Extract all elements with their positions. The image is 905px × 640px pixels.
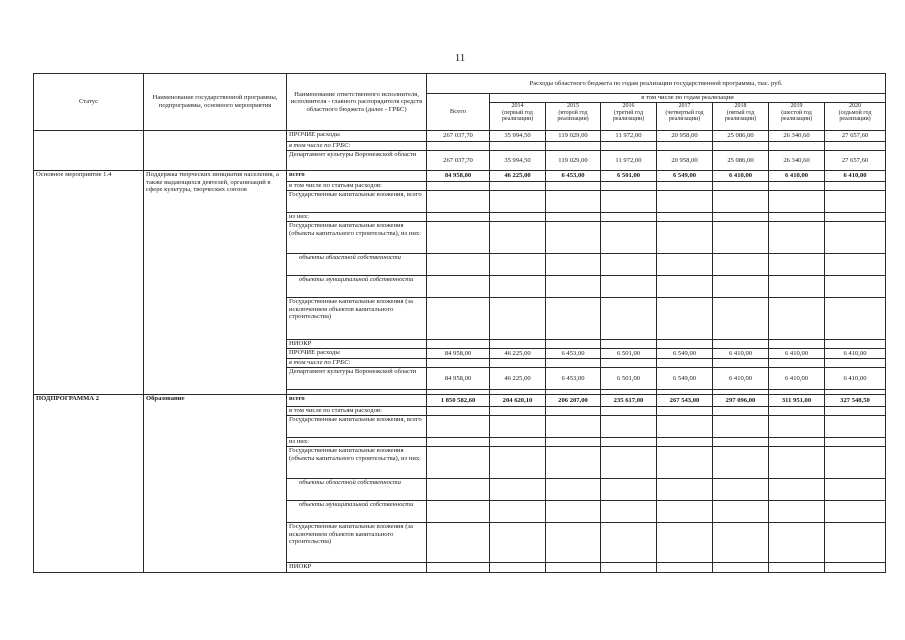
status-cell — [34, 131, 144, 171]
value-cell: 6 410,00 — [713, 368, 769, 390]
executor-cell: объекты муниципальной собственности — [287, 276, 427, 298]
total-header: Всего — [427, 94, 490, 131]
value-cell: 25 086,00 — [713, 131, 769, 142]
value-cell: 327 548,50 — [825, 395, 886, 407]
value-cell: 6 410,00 — [769, 171, 825, 182]
year-note: (шестой год реализации) — [780, 109, 813, 123]
year-note: (второй год реализации) — [557, 109, 589, 123]
value-cell: 11 972,00 — [601, 131, 657, 142]
status-header: Статус — [34, 74, 144, 131]
value-cell: 6 549,00 — [657, 171, 713, 182]
value-cell: 311 951,00 — [769, 395, 825, 407]
executor-cell: Государственные капитальные вложения (за исключением объектов капитального строительства) — [287, 298, 427, 340]
value-cell: 35 994,50 — [490, 151, 546, 171]
value-cell: 6 501,00 — [601, 349, 657, 359]
executor-cell: всего — [287, 395, 427, 407]
table-row — [34, 131, 886, 142]
year-number: 2014 — [511, 103, 524, 109]
expenses-header: Расходы областного бюджета по годам реализации государственной программы, тыс. руб. — [427, 74, 886, 94]
value-cell: 235 617,00 — [601, 395, 657, 407]
year-number: 2019 — [790, 103, 803, 109]
value-cell: 6 410,00 — [825, 368, 886, 390]
executor-cell: в том числе по ГРБС: — [287, 359, 427, 368]
executor-cell: ПРОЧИЕ расходы — [287, 131, 427, 142]
value-cell: 84 958,00 — [427, 171, 490, 182]
year-number: 2016 — [622, 103, 635, 109]
executor-cell: Департамент культуры Воронежской области — [287, 151, 427, 171]
year-header — [546, 103, 601, 131]
value-cell: 297 096,00 — [713, 395, 769, 407]
value-cell: 11 972,00 — [601, 151, 657, 171]
value-cell: 35 994,50 — [490, 131, 546, 142]
value-cell: 20 958,00 — [657, 151, 713, 171]
value-cell: 6 453,00 — [546, 171, 601, 182]
value-cell: 6 501,00 — [601, 171, 657, 182]
executor-cell: Государственные капитальные вложения (объекты капитального строительства), из них: — [287, 447, 427, 479]
value-cell: 119 029,00 — [546, 151, 601, 171]
year-note: (пятый год реализации) — [724, 109, 757, 123]
executor-cell: Департамент культуры Воронежской области — [287, 368, 427, 390]
year-header — [601, 103, 657, 131]
executor-cell: в том числе по статьям расходов: — [287, 407, 427, 416]
value-cell: 6 410,00 — [825, 171, 886, 182]
value-cell: 6 453,00 — [546, 368, 601, 390]
value-cell: 6 410,00 — [769, 349, 825, 359]
value-cell: 25 086,00 — [713, 151, 769, 171]
page-number: 11 — [454, 52, 466, 64]
executor-header: Наименование ответственного исполнителя, исполнителя - главного распорядителя средств областного бюджета (далее - ГРБС) — [287, 74, 427, 131]
value-cell: 1 850 582,60 — [427, 395, 490, 407]
program-name-cell: Образование — [144, 395, 287, 573]
executor-cell: Государственные капитальные вложения (за исключением объектов капитального строительства) — [287, 523, 427, 563]
value-cell: 46 225,00 — [490, 171, 546, 182]
executor-cell: из них: — [287, 438, 427, 447]
by-year-header: в том числе по годам реализации — [490, 94, 886, 103]
value-cell: 6 549,00 — [657, 349, 713, 359]
year-header — [825, 103, 886, 131]
budget-table — [33, 73, 886, 573]
table-row — [34, 171, 886, 182]
value-cell: 27 657,60 — [825, 151, 886, 171]
value-cell: 46 225,00 — [490, 349, 546, 359]
value-cell: 6 410,00 — [769, 368, 825, 390]
value-cell: 6 549,00 — [657, 368, 713, 390]
status-cell: ПОДПРОГРАММА 2 — [34, 395, 144, 573]
value-cell: 6 453,00 — [546, 349, 601, 359]
program-name-cell — [144, 131, 287, 171]
executor-cell: НИОКР — [287, 563, 427, 573]
year-number: 2020 — [849, 103, 862, 109]
executor-cell: НИОКР — [287, 340, 427, 349]
year-note: (седьмой год реализации) — [838, 109, 872, 123]
executor-cell: Государственные капитальные вложения (объекты капитального строительства), из них: — [287, 222, 427, 254]
executor-cell: объекты областной собственности — [287, 254, 427, 276]
value-cell: 267 037,70 — [427, 151, 490, 171]
executor-cell: ПРОЧИЕ расходы — [287, 349, 427, 359]
value-cell: 26 340,60 — [769, 151, 825, 171]
header-row-1 — [34, 74, 886, 94]
value-cell: 206 207,00 — [546, 395, 601, 407]
value-cell: 267 543,00 — [657, 395, 713, 407]
executor-cell: Государственные капитальные вложения, всего — [287, 191, 427, 213]
value-cell: 27 657,60 — [825, 131, 886, 142]
year-note: (четвертый год реализации) — [665, 109, 704, 123]
status-cell: Основное мероприятие 1.4 — [34, 171, 144, 395]
executor-cell: Государственные капитальные вложения, всего — [287, 416, 427, 438]
year-header — [713, 103, 769, 131]
value-cell: 84 958,00 — [427, 368, 490, 390]
value-cell: 6 410,00 — [713, 171, 769, 182]
year-note: (первый год реализации) — [501, 109, 534, 123]
executor-cell: в том числе по ГРБС: — [287, 142, 427, 151]
value-cell: 6 410,00 — [825, 349, 886, 359]
year-header — [657, 103, 713, 131]
program-name-cell: Поддержка творческих инициатив населения, а также выдающихся деятелей, организаций в сфере культуры, творческих союзов — [144, 171, 287, 395]
year-number: 2017 — [678, 103, 691, 109]
year-note: (третий год реализации) — [612, 109, 645, 123]
value-cell: 84 958,00 — [427, 349, 490, 359]
executor-cell: из них: — [287, 213, 427, 222]
year-number: 2015 — [567, 103, 579, 109]
value-cell: 267 037,70 — [427, 131, 490, 142]
year-header — [490, 103, 546, 131]
value-cell: 6 501,00 — [601, 368, 657, 390]
executor-cell: объекты областной собственности — [287, 479, 427, 501]
executor-cell: всего — [287, 171, 427, 182]
value-cell: 46 225,00 — [490, 368, 546, 390]
executor-cell: в том числе по статьям расходов: — [287, 182, 427, 191]
table-row — [34, 395, 886, 407]
value-cell: 204 620,10 — [490, 395, 546, 407]
value-cell: 26 340,60 — [769, 131, 825, 142]
value-cell: 6 410,00 — [713, 349, 769, 359]
value-cell: 119 029,00 — [546, 131, 601, 142]
year-header — [769, 103, 825, 131]
year-number: 2018 — [734, 103, 747, 109]
program-name-header: Наименование государственной программы, подпрограммы, основного мероприятия — [144, 74, 287, 131]
value-cell: 20 958,00 — [657, 131, 713, 142]
executor-cell: объекты муниципальной собственности — [287, 501, 427, 523]
